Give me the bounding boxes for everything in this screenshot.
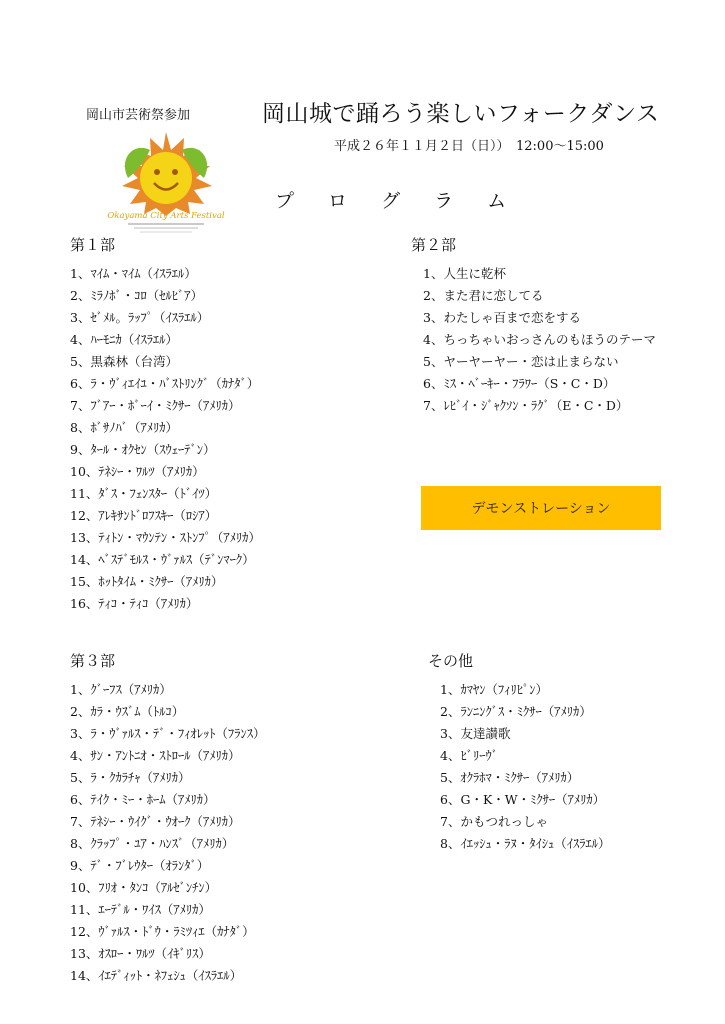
list-item: 9、ﾀｰﾙ・ｵｸｾﾝ（ｽｳｪｰﾃﾞﾝ）	[70, 442, 216, 457]
list-item: 5、ヤーヤーヤー・恋は止まらない	[423, 354, 619, 369]
event-title: 岡山城で踊ろう楽しいフォークダンス	[262, 101, 660, 127]
list-item: 6、ﾗ・ｳﾞｨｴｲﾕ・ﾊﾞｽﾄﾘﾝｸﾞ（ｶﾅﾀﾞ）	[70, 376, 260, 391]
festival-logo	[104, 128, 228, 236]
list-item: 7、ﾚﾋﾞｲ・ｼﾞｬｸｿﾝ・ﾗｸﾞ（E・C・D）	[423, 398, 629, 413]
list-item: 5、ﾗ・ｸｶﾗﾁｬ（ｱﾒﾘｶ）	[70, 770, 191, 785]
list-item: 3、ﾗ・ｳﾞｧﾙｽ・ﾃﾞ・ﾌｨｵﾚｯﾄ（ﾌﾗﾝｽ）	[70, 726, 266, 741]
program-heading: プ ロ グ ラ ム	[275, 190, 521, 212]
list-item: 12、ｱﾚｷｻﾝﾄﾞﾛﾌｽｷｰ（ﾛｼｱ）	[70, 508, 218, 523]
list-item: 5、ｵｸﾗﾎﾏ・ﾐｸｻｰ（ｱﾒﾘｶ）	[440, 770, 580, 785]
list-item: 4、ﾊｰﾓﾆｶ（ｲｽﾗｴﾙ）	[70, 332, 178, 347]
list-item: 6、G・K・W・ﾐｸｻｰ（ｱﾒﾘｶ）	[440, 792, 606, 807]
list-item: 12、ｳﾞｧﾙｽ・ﾄﾞｳ・ﾗﾐﾂｨｴ（ｶﾅﾀﾞ）	[70, 924, 255, 939]
list-item: 1、ﾏｲﾑ・ﾏｲﾑ（ｲｽﾗｴﾙ）	[70, 266, 197, 281]
sun-face-icon	[104, 128, 228, 236]
part2-list	[423, 263, 656, 417]
list-item: 13、ﾃｨﾄﾝ・ﾏｳﾝﾃﾝ・ｽﾄﾝﾌﾟ（ｱﾒﾘｶ）	[70, 530, 261, 545]
list-item: 1、人生に乾杯	[423, 266, 506, 281]
list-item: 16、ﾃｨｺ・ﾃｨｺ（ｱﾒﾘｶ）	[70, 596, 199, 611]
list-item: 14、ﾍﾞｽﾃﾞﾓﾙｽ・ｳﾞｧﾙｽ（ﾃﾞﾝﾏｰｸ）	[70, 552, 255, 567]
part3-list	[70, 679, 265, 987]
other-title: その他	[428, 652, 474, 670]
list-item: 4、ちっちゃいおっさんのもほうのテーマ	[423, 332, 656, 347]
list-item: 2、ｶﾗ・ｳｽﾞﾑ（ﾄﾙｺ）	[70, 704, 185, 719]
list-item: 3、ｾﾞﾒﾙ。ﾗｯﾌﾟ（ｲｽﾗｴﾙ）	[70, 310, 210, 325]
list-item: 2、また君に恋してる	[423, 288, 544, 303]
part1-list	[70, 263, 261, 615]
list-item: 7、ﾌﾞｱｰ・ﾎﾞｰｲ・ﾐｸｻｰ（ｱﾒﾘｶ）	[70, 398, 241, 413]
list-item: 3、友達讃歌	[440, 726, 511, 741]
list-item: 1、ｸﾞｰﾌｽ（ｱﾒﾘｶ）	[70, 682, 172, 697]
part3-title: 第３部	[70, 652, 116, 670]
list-item: 1、ｶﾏﾔﾝ（ﾌｨﾘﾋﾟﾝ）	[440, 682, 548, 697]
demonstration-banner: デモンストレーション	[421, 486, 661, 530]
part2-title: 第２部	[411, 236, 457, 254]
participation-label: 岡山市芸術祭参加	[86, 108, 191, 123]
list-item: 15、ﾎｯﾄﾀｲﾑ・ﾐｸｻｰ（ｱﾒﾘｶ）	[70, 574, 224, 589]
list-item: 10、ﾌﾘｵ・ﾀﾝｺ（ｱﾙｾﾞﾝﾁﾝ）	[70, 880, 218, 895]
list-item: 8、ﾎﾞｻﾉﾊﾞ（ｱﾒﾘｶ）	[70, 420, 178, 435]
logo-text: Okayama City Arts Festival	[107, 211, 225, 221]
list-item: 4、ｻﾝ・ｱﾝﾄﾆｵ・ｽﾄﾛｰﾙ（ｱﾒﾘｶ）	[70, 748, 241, 763]
event-date: 平成２６年１１月２日（日）） 12:00〜15:00	[334, 139, 604, 154]
list-item: 8、ｲｴｯｼｭ・ﾗﾇ・ﾀｲｼｭ（ｲｽﾗｴﾙ）	[440, 836, 611, 851]
list-item: 6、ﾃｲｸ・ﾐｰ・ﾎｰﾑ（ｱﾒﾘｶ）	[70, 792, 216, 807]
list-item: 7、かもつれっしゃ	[440, 814, 548, 829]
list-item: 2、ﾐﾗﾉﾎﾞ・ｺﾛ（ｾﾙﾋﾞｱ）	[70, 288, 203, 303]
list-item: 2、ﾗﾝﾆﾝｸﾞｽ・ﾐｸｻｰ（ｱﾒﾘｶ）	[440, 704, 592, 719]
other-list	[440, 679, 610, 855]
list-item: 7、ﾃﾈｼｰ・ｳｲｸﾞ・ｳｵｰｸ（ｱﾒﾘｶ）	[70, 814, 241, 829]
list-item: 8、ｸﾗｯﾌﾟ・ﾕｱ・ﾊﾝｽﾞ（ｱﾒﾘｶ）	[70, 836, 235, 851]
list-item: 10、ﾃﾈｼｰ・ﾜﾙﾂ（ｱﾒﾘｶ）	[70, 464, 205, 479]
list-item: 11、ﾀﾞｽ・ﾌｪﾝｽﾀｰ（ﾄﾞｲﾂ）	[70, 486, 218, 501]
list-item: 4、ﾋﾞﾘｰｳﾞ	[440, 748, 498, 763]
list-item: 5、黒森林（台湾）	[70, 354, 178, 369]
list-item: 14、ｲｴﾃﾞｨｯﾄ・ﾈﾌｪｼｭ（ｲｽﾗｴﾙ）	[70, 968, 243, 983]
list-item: 3、わたしゃ百まで恋をする	[423, 310, 581, 325]
part1-title: 第１部	[70, 236, 116, 254]
list-item: 6、ﾐｽ・ﾍﾞｰｷｰ・ﾌﾗﾜｰ（S・C・D）	[423, 376, 616, 391]
list-item: 13、ｵｽﾛｰ・ﾜﾙﾂ（ｲｷﾞﾘｽ）	[70, 946, 211, 961]
list-item: 11、ｴｰﾃﾞﾙ・ﾜｲｽ（ｱﾒﾘｶ）	[70, 902, 211, 917]
list-item: 9、ﾃﾞ・ﾌﾞﾚｳﾀｰ（ｵﾗﾝﾀﾞ）	[70, 858, 210, 873]
